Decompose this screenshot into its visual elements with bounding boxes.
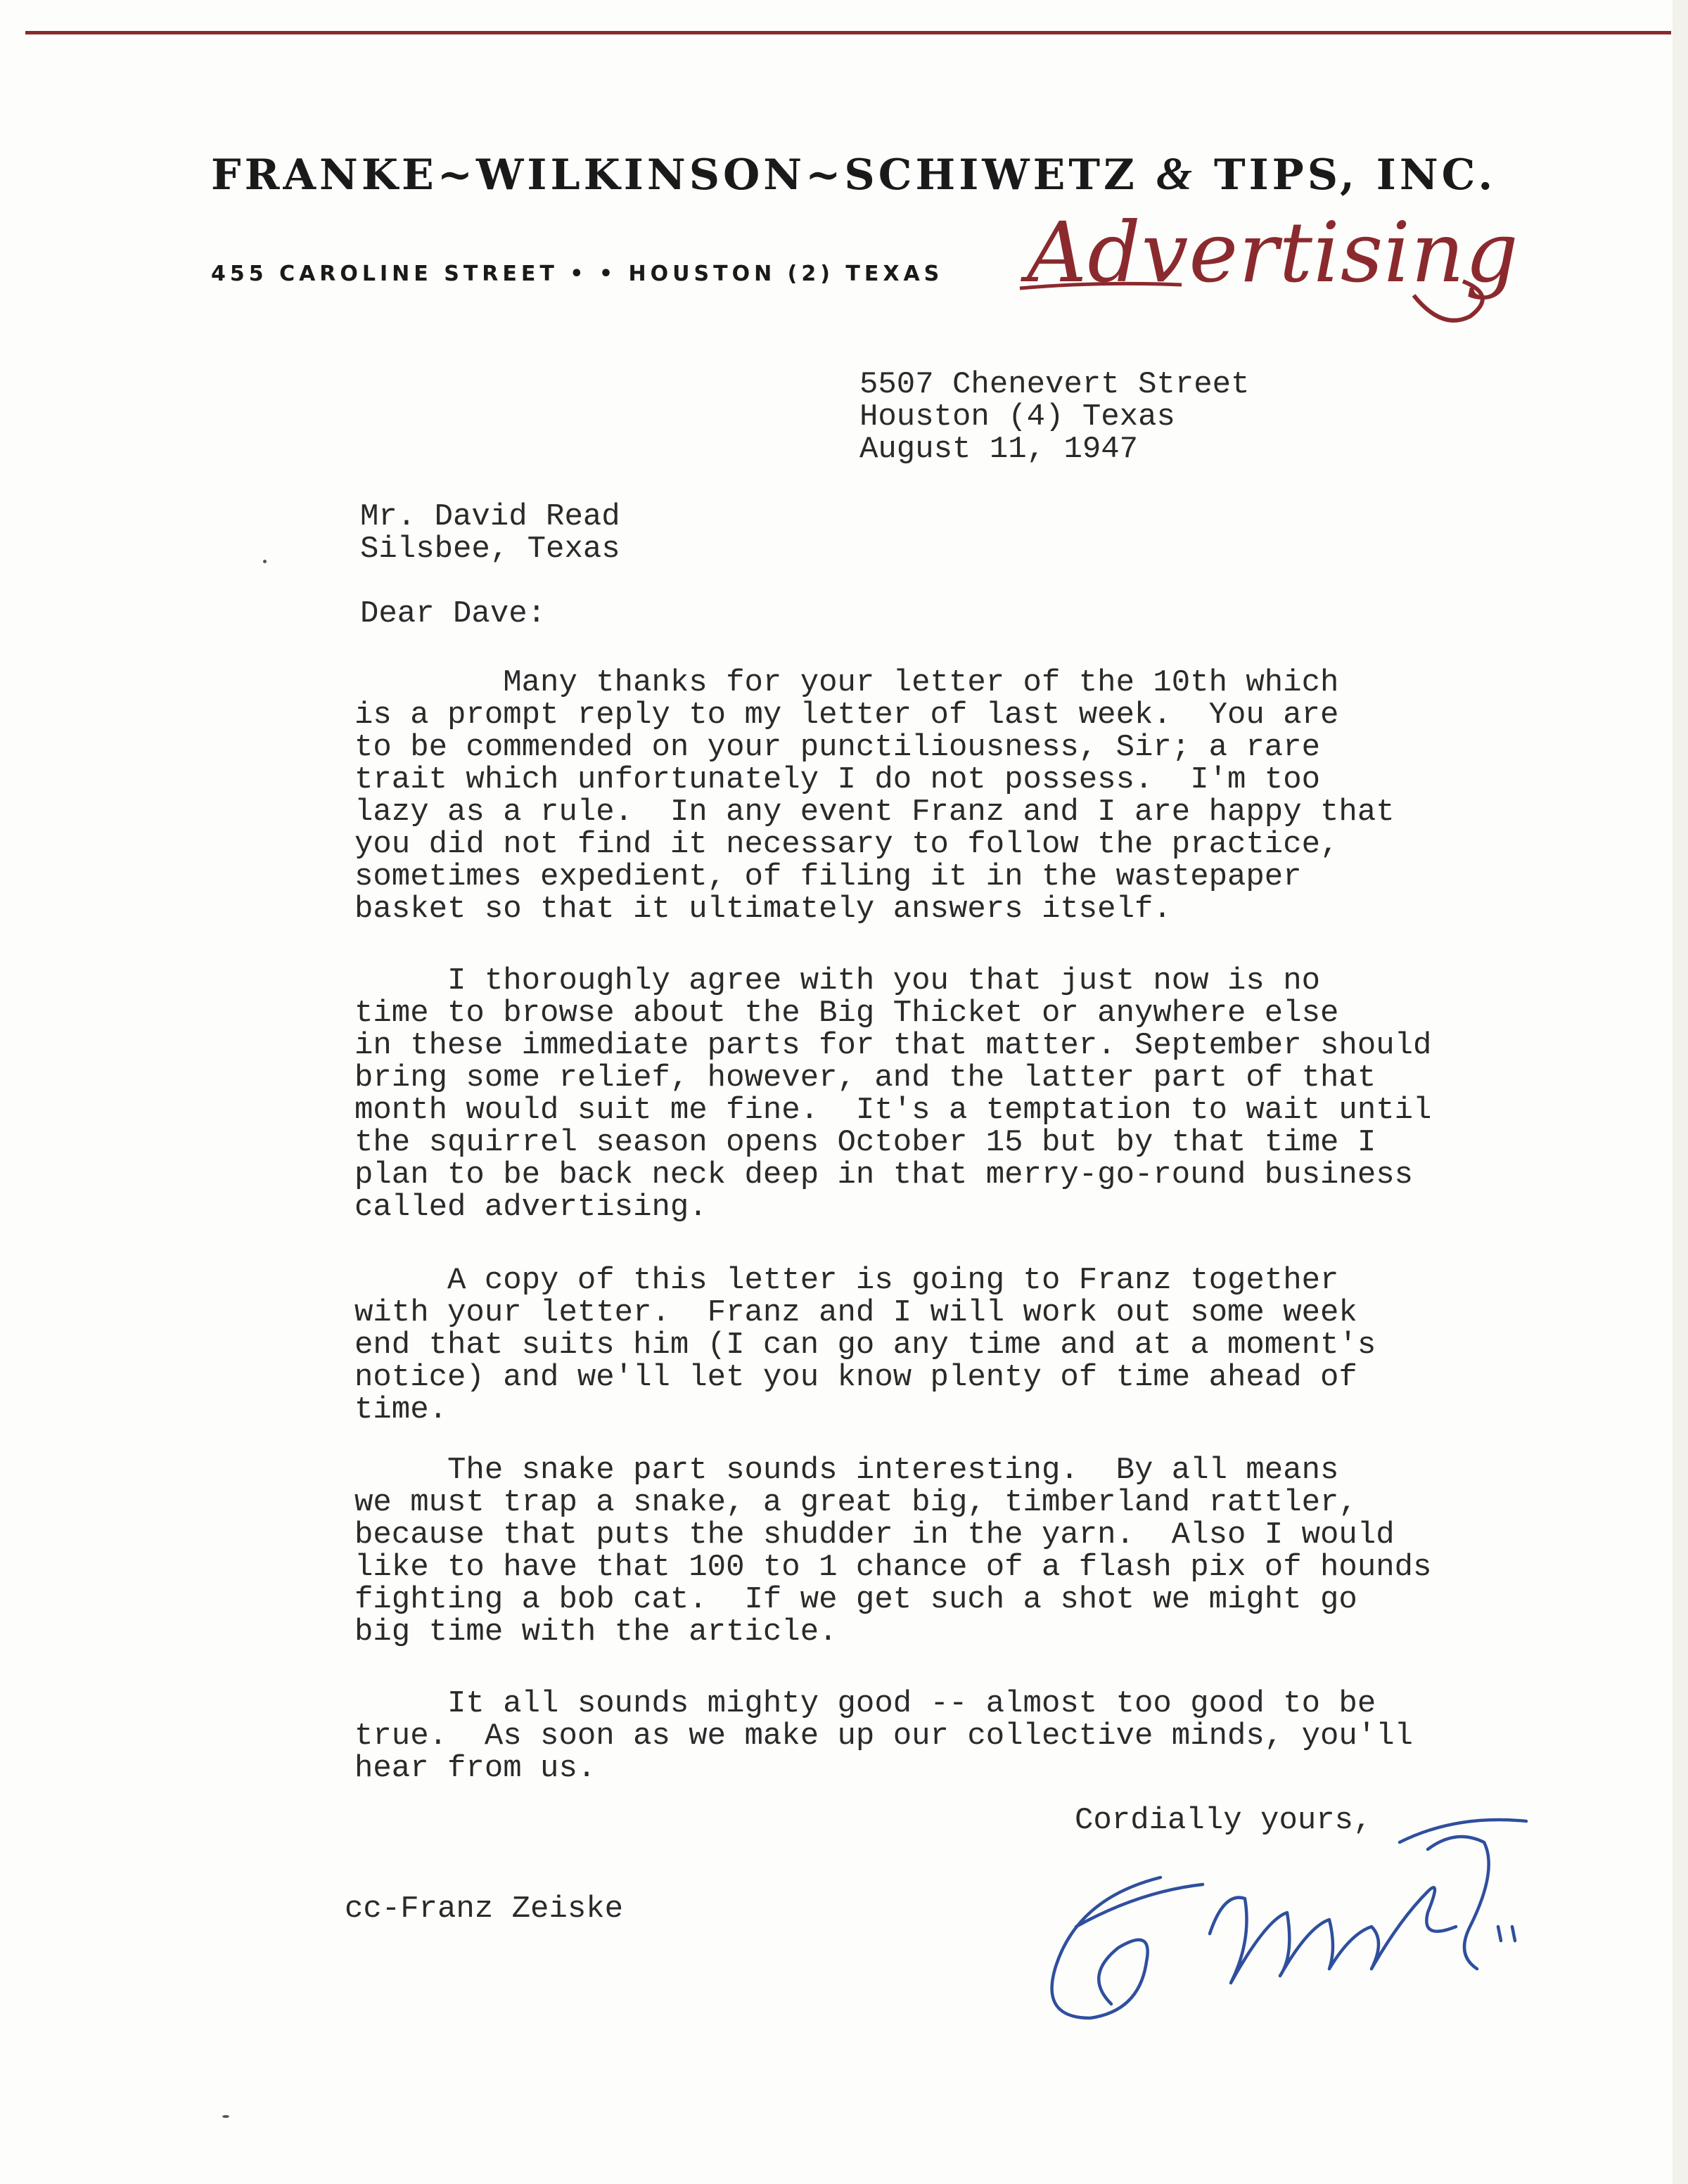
closing: Cordially yours, xyxy=(1075,1803,1372,1838)
company-name xyxy=(211,148,1496,201)
letterhead-rule xyxy=(25,31,1671,34)
recipient-city: Silsbee, Texas xyxy=(360,532,620,567)
body-paragraph-1: Many thanks for your letter of the 10th which is a prompt reply to my letter of last week. You are to be commended on your punctiliousness, Sir; a rare trait which unfortunately I do not possess. I'm too lazy as a rule. In any event Franz and I are happy that you did not find it necessary to follow the practice, sometimes expedient, of filing it in the wastepaper basket so that it ultimately answers itself. xyxy=(354,665,1395,927)
letter-date: August 11, 1947 xyxy=(859,432,1139,467)
recipient-address xyxy=(360,501,620,565)
paper-speck xyxy=(222,2115,229,2118)
recipient-name: Mr. David Read xyxy=(360,499,620,534)
paper-edge xyxy=(1673,0,1688,2184)
company-name-part-1: FRANKE~WILKINSON~SCHIWETZ xyxy=(211,150,1156,200)
paper-speck xyxy=(263,560,267,563)
company-address: 455 CAROLINE STREET • • HOUSTON (2) TEXAS xyxy=(211,262,944,286)
company-ampersand: & xyxy=(1156,148,1196,200)
company-name-part-2: TIPS, INC. xyxy=(1196,150,1497,200)
return-address-street: 5507 Chenevert Street xyxy=(859,367,1250,402)
body-paragraph-3: A copy of this letter is going to Franz together with your letter. Franz and I will work out some week end that suits him (I can go any time and at a moment's notice) and we'll let you know plenty of time ahead of time. xyxy=(354,1263,1376,1427)
advertising-logo: Advertising xyxy=(1027,204,1519,301)
handwritten-signature xyxy=(1034,1772,1597,2053)
salutation: Dear Dave: xyxy=(360,596,546,631)
body-paragraph-2: I thoroughly agree with you that just now is no time to browse about the Big Thicket or anywhere else in these immediate parts for that matter. September should bring some relief, however, and the latter part of that month would suit me fine. It's a temptation to wait until the squirrel season opens October 15 but by that time I plan to be back neck deep in that merry-go-round business called advertising. xyxy=(354,963,1432,1225)
body-paragraph-5: It all sounds mighty good -- almost too good to be true. As soon as we make up our collective minds, you'll hear from us. xyxy=(354,1686,1414,1786)
body-paragraph-4: The snake part sounds interesting. By all means we must trap a snake, a great big, timberland rattler, because that puts the shudder in the yarn. Also I would like to have that 100 to 1 chance of a flash pix of hounds fighting a bob cat. If we get such a shot we might go big time with the article. xyxy=(354,1453,1432,1650)
advertising-swash xyxy=(1013,211,1505,338)
return-address-city: Houston (4) Texas xyxy=(859,399,1175,435)
return-address xyxy=(859,368,1250,465)
carbon-copy: cc-Franz Zeiske xyxy=(345,1891,624,1927)
